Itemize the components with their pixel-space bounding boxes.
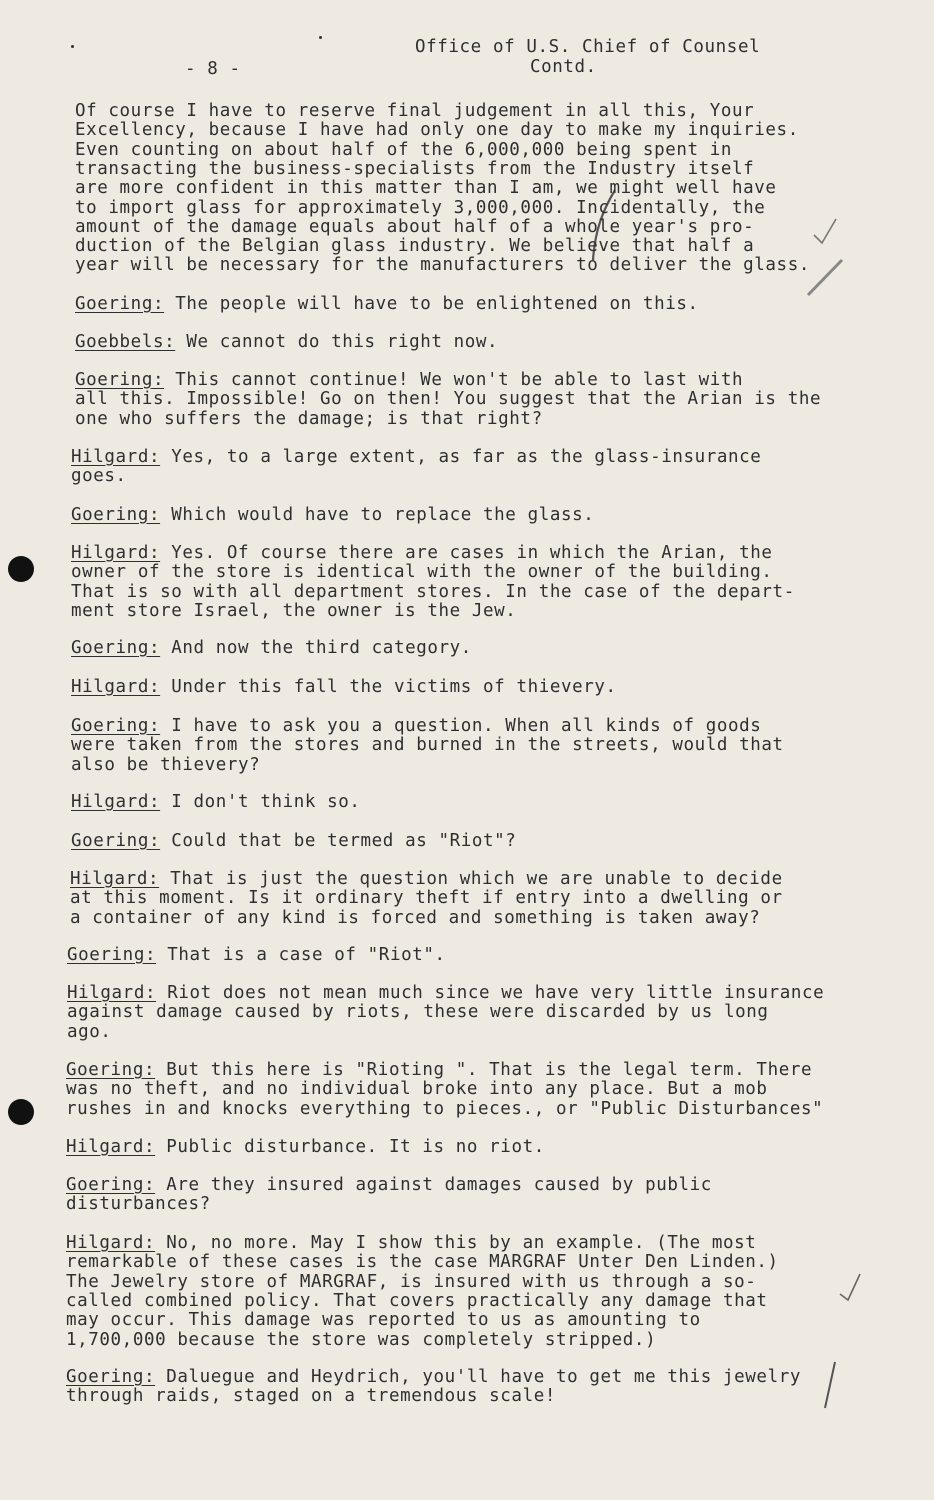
transcript-line: also be thievery?	[71, 754, 261, 775]
check-mark	[836, 1270, 866, 1310]
speaker-label: Hilgard:	[71, 677, 161, 697]
speech-text: Public disturbance. It is no riot.	[155, 1137, 545, 1157]
speaker-label: Hilgard:	[71, 543, 161, 563]
speaker-label: Hilgard:	[66, 1233, 156, 1253]
speaker-label: Goering:	[71, 505, 161, 525]
speaker-label: Hilgard:	[67, 983, 157, 1003]
transcript-line: may occur. This damage was reported to us as amounting to	[66, 1310, 701, 1331]
pen-mark	[815, 1358, 845, 1413]
transcript-line	[66, 1138, 545, 1157]
speech-text: And now the third category.	[160, 638, 472, 658]
transcript-line: all this. Impossible! Go on then! You suggest that the Arian is the	[75, 389, 822, 410]
speech-text: We cannot do this right now.	[175, 332, 499, 352]
speech-text: Could that be termed as "Riot"?	[160, 831, 517, 851]
speaker-label: Goering:	[75, 370, 165, 390]
transcript-line	[71, 448, 761, 467]
transcript-line: The Jewelry store of MARGRAF, is insured with us through a so-	[66, 1271, 757, 1292]
transcript-line: rushes in and knocks everything to pieces., or "Public Disturbances"	[66, 1098, 824, 1119]
transcript-line: a container of any kind is forced and something is taken away?	[70, 907, 761, 928]
transcript-line: one who suffers the damage; is that right?	[75, 408, 543, 429]
speech-text: That is a case of "Riot".	[156, 945, 446, 965]
speck	[71, 45, 74, 48]
transcript-line: against damage caused by riots, these were discarded by us long	[67, 1002, 769, 1023]
transcript-line: called combined policy. That covers practically any damage that	[66, 1290, 768, 1311]
transcript-line	[71, 678, 617, 697]
speaker-label: Goering:	[71, 831, 161, 851]
speech-text: The people will have to be enlightened on this.	[164, 294, 699, 314]
transcript-line: That is so with all department stores. In the case of the depart-	[71, 581, 795, 602]
transcript-line: Of course I have to reserve final judgement in all this, Your	[75, 101, 755, 121]
speech-text: No, no more. May I show this by an example. (The most	[155, 1233, 757, 1253]
speaker-label: Goering:	[66, 1175, 156, 1195]
speech-text: Daluegue and Heydrich, you'll have to get me this jewelry	[155, 1367, 801, 1387]
transcript-line: Excellency, because I have had only one day to make my inquiries.	[75, 120, 799, 141]
transcript-line	[70, 870, 783, 889]
transcript-line: at this moment. Is it ordinary theft if entry into a dwelling or	[70, 888, 783, 909]
transcript-line	[71, 793, 361, 812]
transcript-line: ment store Israel, the owner is the Jew.	[71, 600, 517, 621]
transcript-line: to import glass for approximately 3,000,000. Incidentally, the	[75, 197, 766, 218]
transcript-line	[75, 295, 699, 314]
transcript-line	[71, 639, 472, 658]
speaker-label: Goering:	[71, 716, 161, 736]
speaker-label: Goebbels:	[75, 332, 176, 352]
transcript-line: are more confident in this matter than I am, we might well have	[75, 178, 777, 199]
speech-text: Yes. Of course there are cases in which the Arian, the	[160, 543, 773, 563]
speech-text: Riot does not mean much since we have very little insurance	[156, 983, 825, 1003]
speaker-label: Hilgard:	[70, 869, 160, 889]
transcript-line	[75, 333, 498, 352]
office-header: Office of U.S. Chief of Counsel	[415, 37, 761, 57]
transcript-line	[67, 984, 824, 1003]
transcript-line: was no theft, and no individual broke into any place. But a mob	[66, 1079, 768, 1100]
speech-text: That is just the question which we are unable to decide	[159, 869, 783, 889]
transcript-line: year will be necessary for the manufacturers to deliver the glass.	[75, 255, 810, 276]
transcript-line	[71, 506, 594, 525]
speaker-label: Goering:	[67, 945, 157, 965]
transcript-line	[71, 717, 761, 736]
transcript-line: duction of the Belgian glass industry. We believe that half a	[75, 236, 755, 257]
punch-hole	[8, 1099, 34, 1125]
transcript-line: remarkable of these cases is the case MARGRAF Unter Den Linden.)	[66, 1252, 779, 1273]
contd-label: Contd.	[530, 57, 597, 77]
transcript-line	[66, 1234, 756, 1253]
speech-text: Under this fall the victims of thievery.	[160, 677, 617, 697]
transcript-line	[71, 544, 773, 563]
transcript-line: transacting the business-specialists from the Industry itself	[75, 158, 755, 179]
speech-text: Yes, to a large extent, as far as the glass-insurance	[160, 447, 762, 467]
transcript-line: amount of the damage equals about half of a whole year's pro-	[75, 216, 755, 237]
speech-text: But this here is "Rioting ". That is the legal term. There	[155, 1060, 813, 1080]
transcript-line: disturbances?	[66, 1194, 211, 1215]
transcript-line	[67, 946, 446, 965]
speaker-label: Goering:	[66, 1367, 156, 1387]
speech-text: I have to ask you a question. When all kinds of goods	[160, 716, 762, 736]
speech-text: I don't think so.	[160, 792, 361, 812]
speaker-label: Goering:	[75, 294, 165, 314]
speck	[319, 36, 322, 39]
transcript-line: ago.	[67, 1021, 112, 1042]
transcript-line	[66, 1176, 712, 1195]
transcript-line: through raids, staged on a tremendous scale!	[66, 1386, 556, 1407]
speech-text: Which would have to replace the glass.	[160, 505, 595, 525]
speaker-label: Goering:	[71, 638, 161, 658]
speaker-label: Hilgard:	[66, 1137, 156, 1157]
transcript-line: Even counting on about half of the 6,000,000 being spent in	[75, 139, 733, 160]
page-number: - 8 -	[185, 59, 241, 79]
transcript-line: owner of the store is identical with the owner of the building.	[71, 562, 773, 583]
speech-text: Are they insured against damages caused by public	[155, 1175, 712, 1195]
transcript-line	[66, 1368, 801, 1387]
transcript-line: were taken from the stores and burned in the streets, would that	[71, 735, 784, 756]
speaker-label: Hilgard:	[71, 792, 161, 812]
speech-text: This cannot continue! We won't be able to last with	[164, 370, 744, 390]
check-mark	[810, 215, 840, 250]
speaker-label: Hilgard:	[71, 447, 161, 467]
transcript-line: 1,700,000 because the store was completely stripped.)	[66, 1329, 657, 1350]
speaker-label: Goering:	[66, 1060, 156, 1080]
transcript-line	[71, 832, 516, 851]
transcript-line	[75, 371, 743, 390]
transcript-line	[66, 1061, 812, 1080]
transcript-line: goes.	[71, 466, 127, 487]
punch-hole	[8, 556, 34, 582]
